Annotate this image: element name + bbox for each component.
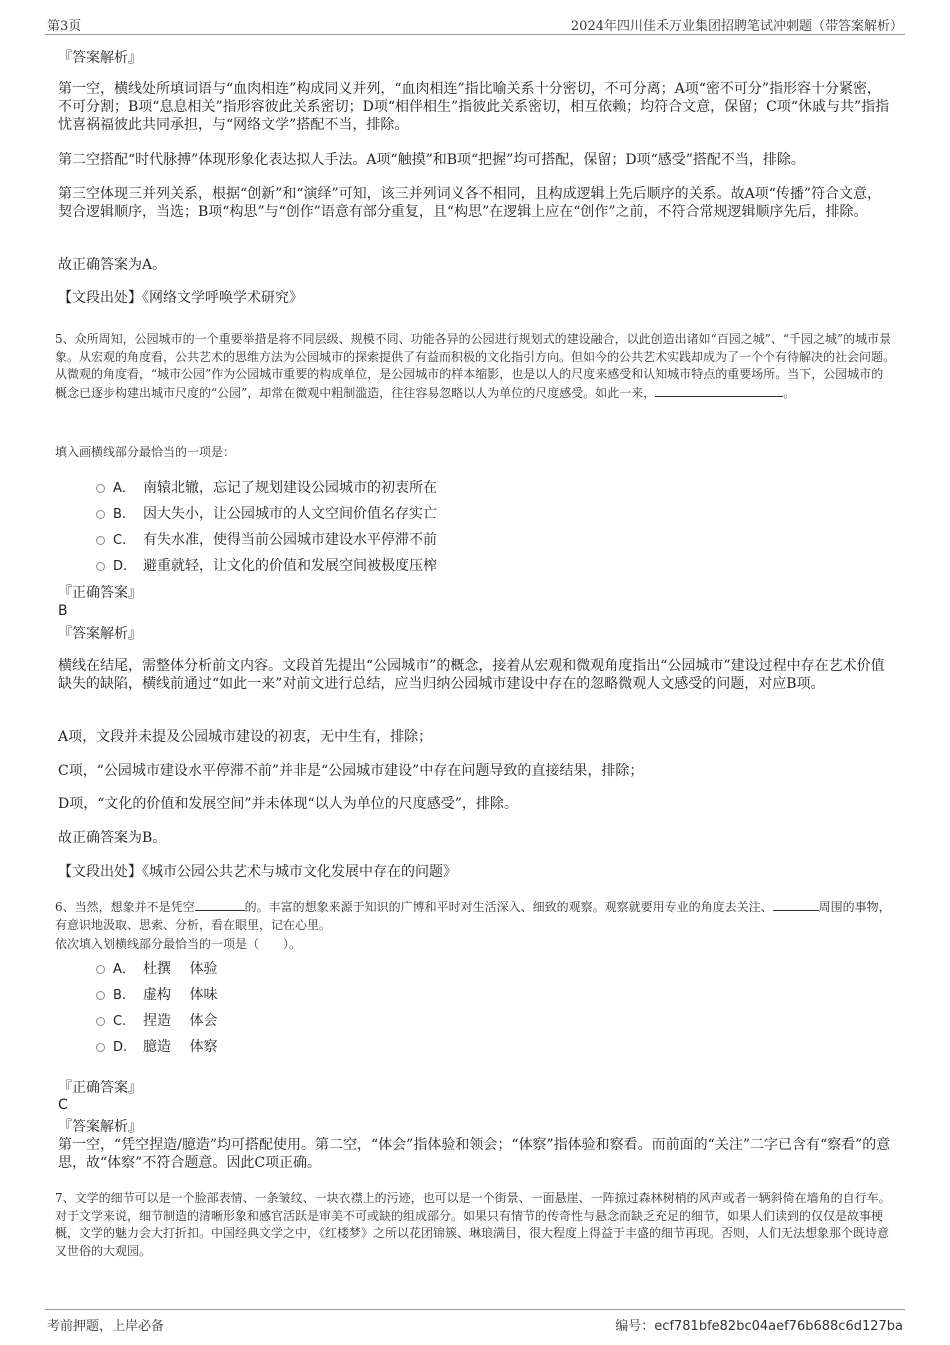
blank-line	[655, 384, 783, 397]
q4-conclusion: 故正确答案为A。	[58, 257, 167, 273]
q5-source: 【文段出处】《城市公园公共艺术与城市文化发展中存在的问题》	[58, 864, 457, 880]
radio-icon[interactable]	[96, 965, 105, 974]
q6-analysis-label: 『答案解析』	[58, 1119, 142, 1135]
q5-analysis-c: C项，“公园城市建设水平停滞不前”并非是“公园城市建设”中存在问题导致的直接结果，排除；	[58, 763, 644, 779]
q5-analysis-label: 『答案解析』	[58, 626, 142, 642]
q5-stem: 5、众所周知，公园城市的一个重要举措是将不同层级、规模不同、功能各异的公园进行规划式的建设融合，以此创造出诸如“百园之城”、“千园之城”的城市景象。从宏观的角度看，公共艺术的思维方法为公园城市的探索提供了有益而积极的文化指引方向。但如今的公共艺术实践却成为了一个个有待解决的社会问题。从微观的角度看，“城市公园”作为公园城市重要的构成单位，是公园城市的样本缩影，也是以人的尺度来感受和认知城市特点的重要场所。当下，公园城市的概念已逐步构建出城市尺度的“公园”，却常在微观中粗制滥造，往往容易忽略以人为单位的尺度感受。如此一来， 。	[55, 332, 896, 400]
q4-analysis-label: 『答案解析』	[58, 50, 142, 66]
radio-icon[interactable]	[96, 536, 105, 545]
q4-analysis-p2: 第二空搭配“时代脉搏”体现形象化表达拟人手法。A项“触摸”和B项“把握”均可搭配，保留；D项“感受”搭配不当，排除。	[58, 152, 805, 168]
q5-answer: B	[58, 603, 68, 619]
radio-icon[interactable]	[96, 991, 105, 1000]
q6-prompt: 依次填入划横线部分最恰当的一项是（ ）。	[55, 937, 302, 951]
page-footer	[45, 1309, 905, 1334]
q5-prompt: 填入画横线部分最恰当的一项是：	[55, 445, 236, 459]
q5-analysis-a: A项，文段并未提及公园城市建设的初衷，无中生有，排除；	[58, 729, 433, 745]
q6-answer: C	[58, 1097, 68, 1113]
q4-analysis-p3: 第三空体现三并列关系，根据“创新”和“演绎”可知，该三并列词义各不相同，且构成逻辑上先后顺序的关系。故A项“传播”符合文意，契合逻辑顺序，当选；B项“构思”与“创作”语意有部分重复，且“构思”在逻辑上应在“创作”之前，不符合常规逻辑顺序先后，排除。	[58, 186, 882, 220]
q6-option-d[interactable]: D. 臆造 体察	[96, 1038, 217, 1057]
q5-conclusion: 故正确答案为B。	[58, 830, 167, 846]
q5-option-c[interactable]: C. 有失水准，使得当前公园城市建设水平停滞不前	[96, 531, 437, 550]
q6-analysis-p1: 第一空，“凭空捏造/臆造”均可搭配使用。第二空，“体会”指体验和领会；“体察”指体验和察看。而前面的“关注”二字已含有“察看”的意思，故“体察”不符合题意。因此C项正确。	[58, 1137, 891, 1171]
q5-option-a[interactable]: A． 南辕北辙，忘记了规划建设公园城市的初衷所在	[96, 479, 437, 498]
q5-analysis-d: D项，“文化的价值和发展空间”并未体现“以人为单位的尺度感受”，排除。	[58, 796, 518, 812]
page-number: 第3页	[47, 19, 82, 34]
q4-source: 【文段出处】《网络文学呼唤学术研究》	[58, 290, 303, 306]
q6-option-c[interactable]: C. 捏造 体会	[96, 1012, 217, 1031]
blank-line	[773, 898, 819, 911]
radio-icon[interactable]	[96, 1043, 105, 1052]
q6-option-a[interactable]: A． 杜撰 体验	[96, 960, 217, 979]
radio-icon[interactable]	[96, 510, 105, 519]
q5-option-d[interactable]: D. 避重就轻，让文化的价值和发展空间被极度压榨	[96, 557, 437, 576]
q5-option-b[interactable]: B. 因大失小，让公园城市的人文空间价值名存实亡	[96, 505, 437, 524]
q4-analysis-p1: 第一空，横线处所填词语与“血肉相连”构成同义并列，“血肉相连”指比喻关系十分密切，不可分离；A项“密不可分”指形容十分紧密，不可分割；B项“息息相关”指形容彼此关系密切；D项“相伴相生”指彼此关系密切，相互依赖；均符合文意，保留；C项“休戚与共”指指忧喜祸福彼此共同承担，与“网络文学”搭配不当，排除。	[58, 81, 890, 133]
radio-icon[interactable]	[96, 484, 105, 493]
radio-icon[interactable]	[96, 562, 105, 571]
blank-line	[195, 898, 245, 911]
q6-answer-label: 『正确答案』	[58, 1080, 142, 1096]
q6-stem: 6、当然，想象并不是凭空 的。丰富的想象来源于知识的广博和平时对生活深入、细致的观察。观察就要用专业的角度去关注、 周围的事物，有意识地汲取、思索、分析，看在眼里，记在心里。	[55, 900, 891, 932]
radio-icon[interactable]	[96, 1017, 105, 1026]
footer-slogan: 考前押题，上岸必备	[47, 1319, 165, 1334]
q7-stem: 7、文学的细节可以是一个脸部表情、一条皱纹、一块衣襟上的污迹，也可以是一个街景、一面悬崖、一阵掠过森林树梢的风声或者一辆斜倚在墙角的自行车。对于文学来说，细节制造的清晰形象和感官活跃是审美不可或缺的组成部分。如果只有情节的传奇性与悬念而缺乏充足的细节，如果人们读到的仅仅是故事梗概，文学的魅力会大打折扣。中国经典文学之中，《红楼梦》之所以花团锦簇、琳琅满目，很大程度上得益于丰盛的细节再现。否则，人们无法想象那个既诗意又世俗的大观园。	[55, 1191, 891, 1258]
document-title: 2024年四川佳禾万业集团招聘笔试冲刺题（带答案解析）	[570, 19, 903, 34]
q5-analysis-p1: 横线在结尾，需整体分析前文内容。文段首先提出“公园城市”的概念，接着从宏观和微观角度指出“公园城市”建设过程中存在艺术价值缺失的缺陷，横线前通过“如此一来”对前文进行总结，应当归纳公园城市建设中存在的忽略微观人文感受的问题，对应B项。	[58, 658, 885, 692]
q6-option-b[interactable]: B. 虚构 体味	[96, 986, 217, 1005]
page-header	[45, 12, 905, 35]
q5-answer-label: 『正确答案』	[58, 585, 142, 601]
document-code: 编号：ecf781bfe82bc04aef76b688c6d127ba	[615, 1319, 903, 1334]
